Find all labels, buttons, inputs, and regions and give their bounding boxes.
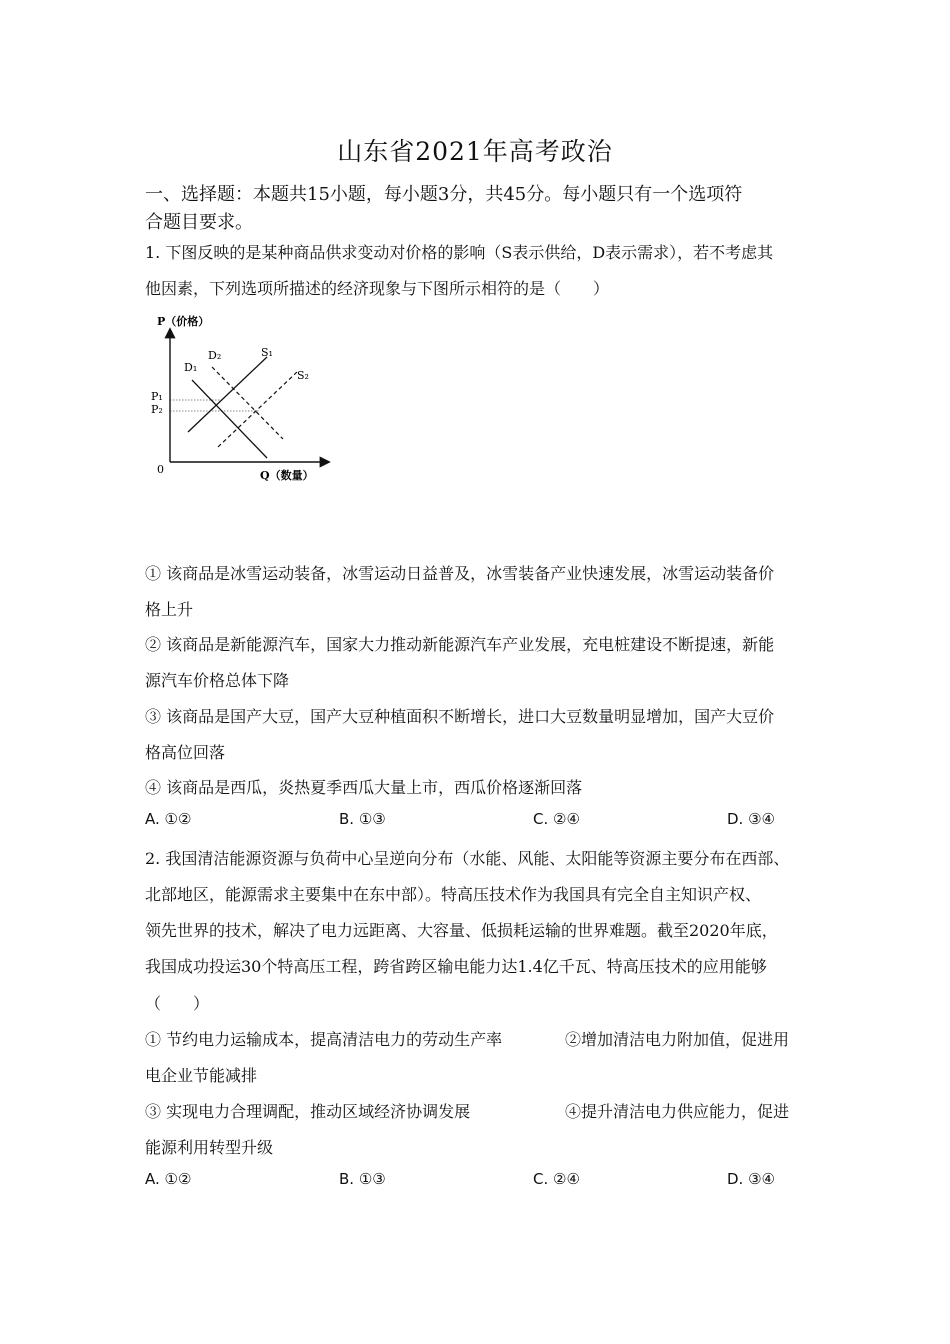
q2-item4-line1: ④提升清洁电力供应能力，促进 bbox=[565, 1102, 790, 1121]
y-axis-label: P（价格） bbox=[157, 315, 210, 328]
q1-item4: ④ 该商品是西瓜，炎热夏季西瓜大量上市，西瓜价格逐渐回落 bbox=[145, 778, 583, 797]
q2-stem-line3: 领先世界的技术，解决了电力远距离、大容量、低损耗运输的世界难题。截至2020年底， bbox=[145, 921, 778, 940]
q2-stem-line2: 北部地区，能源需求主要集中在东中部）。特高压技术作为我国具有完全自主知识产权、 bbox=[145, 885, 762, 904]
q1-item1-line2: 格上升 bbox=[145, 600, 194, 619]
q1-option-d[interactable]: D. ③④ bbox=[727, 810, 775, 828]
q1-item3-line2: 格高位回落 bbox=[145, 743, 226, 762]
q1-item3-line1: ③ 该商品是国产大豆，国产大豆种植面积不断增长，进口大豆数量明显增加，国产大豆价 bbox=[145, 707, 775, 726]
section-heading-line2: 合题目要求。 bbox=[145, 212, 253, 233]
q1-item2-line1: ② 该商品是新能源汽车，国家大力推动新能源汽车产业发展，充电桩建设不断提速，新能 bbox=[145, 635, 775, 654]
supply-curve-s1 bbox=[188, 357, 267, 432]
demand-curve-d2 bbox=[212, 367, 283, 439]
q2-item4-line2: 能源利用转型升级 bbox=[145, 1138, 274, 1157]
q2-item1: ① 节约电力运输成本，提高清洁电力的劳动生产率 bbox=[145, 1030, 503, 1049]
supply-curve-s2 bbox=[218, 372, 297, 447]
q2-option-b[interactable]: B. ①③ bbox=[339, 1170, 386, 1188]
q1-stem-line1: 1. 下图反映的是某种商品供求变动对价格的影响（S表示供给，D表示需求），若不考虑其 bbox=[145, 243, 774, 262]
q2-item2-line1: ②增加清洁电力附加值，促进用 bbox=[565, 1030, 790, 1049]
q2-item3: ③ 实现电力合理调配，推动区域经济协调发展 bbox=[145, 1102, 471, 1121]
q1-item1-line1: ① 该商品是冰雪运动装备，冰雪运动日益普及，冰雪装备产业快速发展，冰雪运动装备价 bbox=[145, 564, 775, 583]
q2-option-c[interactable]: C. ②④ bbox=[533, 1170, 580, 1188]
q2-stem-line5: （ ） bbox=[145, 994, 210, 1013]
q2-item2-line2: 电企业节能减排 bbox=[145, 1066, 258, 1085]
section-heading-line1: 一、选择题：本题共15小题，每小题3分，共45分。每小题只有一个选项符 bbox=[145, 184, 743, 205]
q2-stem-line1: 2. 我国清洁能源资源与负荷中心呈逆向分布（水能、风能、太阳能等资源主要分布在西部、 bbox=[145, 849, 790, 868]
p1-label: P₁ bbox=[151, 390, 163, 403]
q1-item2-line2: 源汽车价格总体下降 bbox=[145, 671, 290, 690]
q1-option-a[interactable]: A. ①② bbox=[145, 810, 192, 828]
q1-option-b[interactable]: B. ①③ bbox=[339, 810, 386, 828]
p2-label: P₂ bbox=[151, 403, 163, 416]
q2-stem-line4: 我国成功投运30个特高压工程，跨省跨区输电能力达1.4亿千瓦、特高压技术的应用能够 bbox=[145, 957, 767, 976]
q2-option-d[interactable]: D. ③④ bbox=[727, 1170, 775, 1188]
q1-stem-line2: 他因素，下列选项所描述的经济现象与下图所示相符的是（ ） bbox=[145, 279, 610, 298]
q1-option-c[interactable]: C. ②④ bbox=[533, 810, 580, 828]
d1-label: D₁ bbox=[184, 361, 198, 374]
supply-demand-figure bbox=[140, 305, 340, 495]
s1-label: S₁ bbox=[261, 346, 273, 359]
origin-label: 0 bbox=[157, 463, 164, 476]
s2-label: S₂ bbox=[297, 369, 309, 382]
x-axis-label: Q（数量） bbox=[260, 469, 314, 482]
demand-curve-d1 bbox=[192, 380, 267, 458]
q2-option-a[interactable]: A. ①② bbox=[145, 1170, 192, 1188]
d2-label: D₂ bbox=[208, 349, 222, 362]
page-title: 山东省2021年高考政治 bbox=[337, 137, 613, 166]
